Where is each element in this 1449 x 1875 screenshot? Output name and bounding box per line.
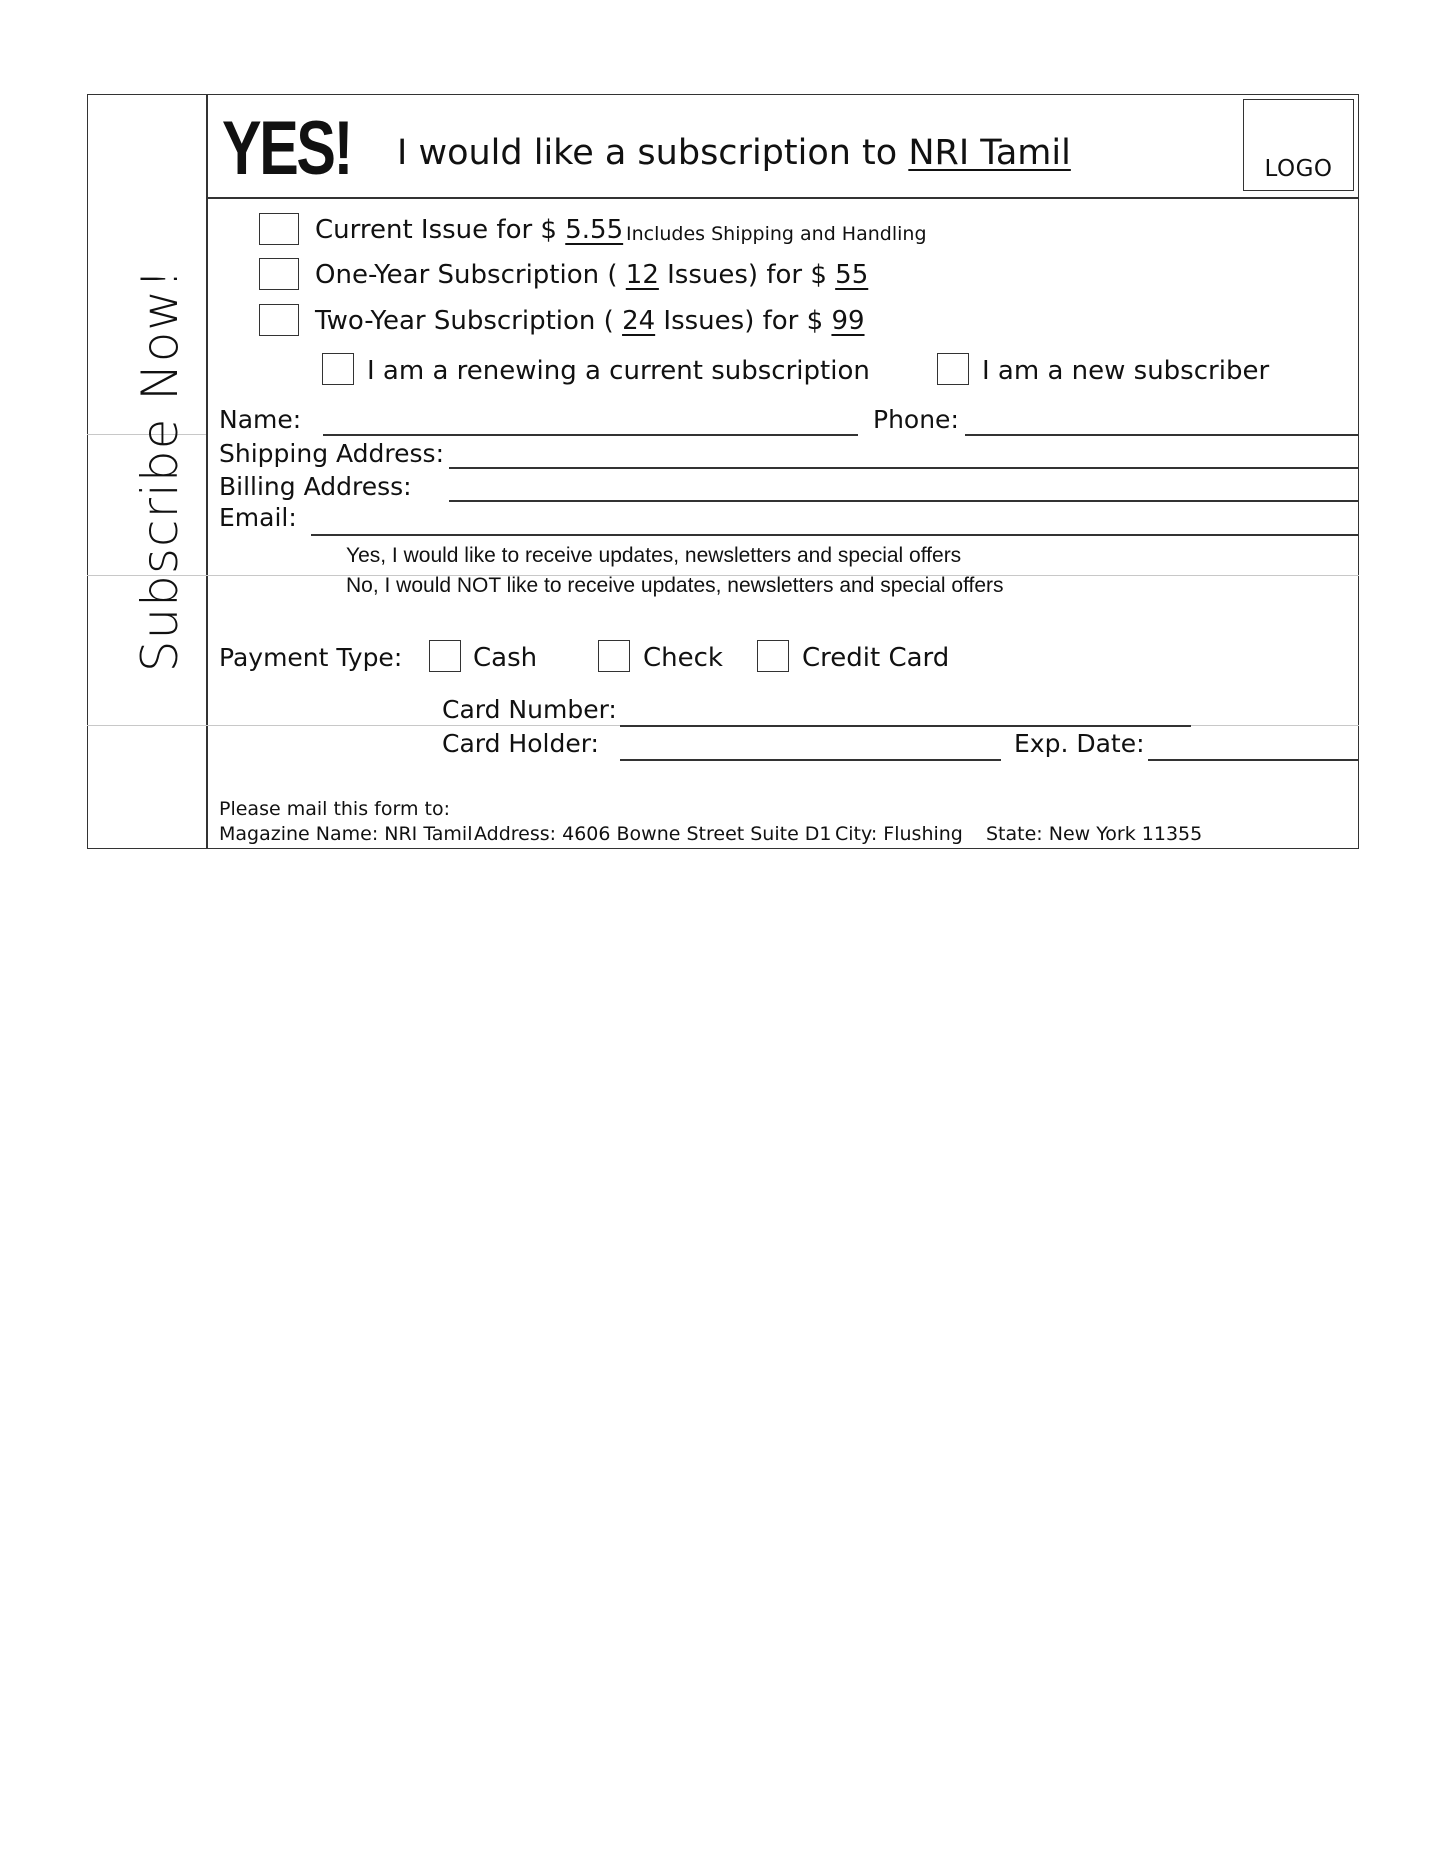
email-field[interactable] (311, 534, 1359, 536)
mail-magazine: Magazine Name: NRI Tamil (219, 823, 473, 845)
mail-city: City: Flushing (835, 823, 963, 845)
card-holder-field[interactable] (620, 759, 1001, 761)
shipping-address-field[interactable] (449, 467, 1359, 469)
exp-date-field[interactable] (1148, 759, 1359, 761)
mail-address: Address: 4606 Bowne Street Suite D1 (474, 823, 832, 845)
headline-prefix: I would like a subscription to (397, 133, 909, 173)
side-divider (206, 94, 208, 849)
option-two-year-checkbox[interactable] (259, 304, 299, 336)
billing-address-field[interactable] (449, 500, 1359, 502)
logo-placeholder (1243, 99, 1354, 191)
option-one-year-checkbox[interactable] (259, 258, 299, 290)
option-current-issue-checkbox[interactable] (259, 213, 299, 245)
newsletter-yes-option[interactable]: Yes, I would like to receive updates, newsletters and special offers (346, 544, 962, 567)
option-one-year-label (315, 262, 868, 288)
cash-label: Cash (473, 643, 538, 673)
name-label: Name: (219, 405, 302, 434)
option-price: 99 (831, 306, 865, 336)
name-field[interactable] (323, 434, 858, 436)
renewing-label: I am a renewing a current subscription (367, 356, 870, 386)
option-text: Current Issue for $ (315, 215, 566, 245)
shipping-address-label: Shipping Address: (219, 439, 444, 468)
credit-card-label: Credit Card (802, 643, 950, 673)
option-text: Issues) for $ (655, 306, 832, 336)
exp-date-label: Exp. Date: (1014, 729, 1145, 758)
option-two-year-label (315, 308, 865, 334)
mail-intro: Please mail this form to: (219, 798, 450, 820)
shipping-note: Includes Shipping and Handling (626, 223, 927, 245)
credit-card-checkbox[interactable] (757, 640, 789, 672)
phone-label: Phone: (873, 405, 959, 434)
check-label: Check (643, 643, 723, 673)
newsletter-no-option[interactable]: No, I would NOT like to receive updates, newsletters and special offers (346, 574, 1004, 597)
option-current-issue-label (315, 217, 623, 243)
renewing-checkbox[interactable] (322, 353, 354, 385)
payment-type-label: Payment Type: (219, 643, 403, 672)
magazine-name: NRI Tamil (908, 133, 1071, 173)
subscribe-now-title: Subscribe Now! (131, 267, 189, 673)
logo-label: LOGO (1264, 156, 1333, 182)
option-text: Two-Year Subscription ( (315, 306, 623, 336)
new-subscriber-checkbox[interactable] (937, 353, 969, 385)
option-price: 55 (835, 260, 869, 290)
card-number-label: Card Number: (442, 695, 617, 724)
option-text: One-Year Subscription ( (315, 260, 626, 290)
option-text: Issues) for $ (658, 260, 836, 290)
mail-state: State: New York 11355 (986, 823, 1203, 845)
card-holder-label: Card Holder: (442, 729, 599, 758)
headline (397, 131, 1071, 175)
email-label: Email: (219, 503, 297, 532)
billing-address-label: Billing Address: (219, 472, 412, 501)
card-number-field[interactable] (620, 725, 1191, 727)
option-issues: 12 (625, 260, 659, 290)
option-issues: 24 (622, 306, 656, 336)
phone-field[interactable] (965, 434, 1359, 436)
header-divider (206, 197, 1359, 199)
check-checkbox[interactable] (598, 640, 630, 672)
yes-heading: YES! (222, 106, 352, 191)
new-subscriber-label: I am a new subscriber (982, 356, 1270, 386)
option-price: 5.55 (565, 215, 624, 245)
cash-checkbox[interactable] (429, 640, 461, 672)
